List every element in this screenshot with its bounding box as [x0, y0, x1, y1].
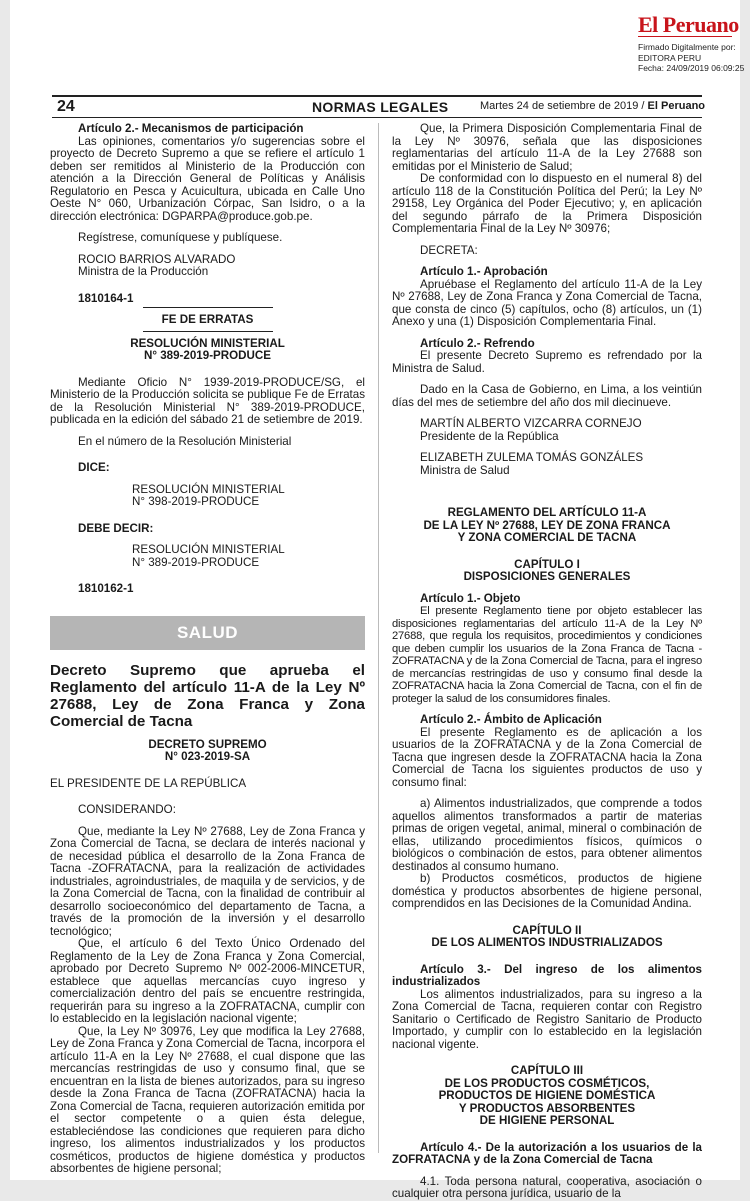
paragraph: El presente Reglamento tiene por objeto establecer las disposiciones reglamentarias del artículo 11-A de la Ley Nº 27688, que regula los requisitos, procedimientos y condiciones que deben cumplir los usuarios de la Zona Franca de Tacna - ZOFRATACNA y de la Zona Comercial de Tacna, para el ingreso de mercancías restringidas de uso y consumo final desde la ZOFRATACNA hacia la Zona Comercial de Tacna, con el fin de proteger la salud de los consumidores finales.	[392, 605, 702, 705]
chapter-heading: Y PRODUCTOS ABSORBENTES	[458, 1101, 636, 1115]
column-divider	[378, 123, 379, 1153]
left-column	[50, 123, 365, 1176]
resolution-number: N° 389-2019-PRODUCE	[143, 349, 272, 362]
signer-role: Presidente de la República	[420, 429, 559, 443]
logo-underline	[638, 36, 732, 40]
paragraph: CONSIDERANDO:	[78, 803, 176, 816]
article-heading: Artículo 2.- Refrendo	[420, 336, 535, 350]
decreta-label: DECRETA:	[420, 243, 478, 257]
digital-signature	[638, 42, 744, 74]
chapter-heading: CAPÍTULO I	[514, 557, 580, 571]
sig-line: EDITORA PERU	[638, 52, 702, 63]
signer-role: Ministra de la Producción	[78, 265, 209, 278]
paragraph: Las opiniones, comentarios y/o sugerencias sobre el proyecto de Decreto Supremo a que se refiere el artículo 1 deben ser remitidos al Ministerio de la Producción con atención a la Dirección General de Políticas y Análisis Regulatorio en Pesca y Acuicultura, ubicada en Calle Uno Oeste N° 060, Urbanización Córpac, San Isidro, o a la dirección electrónica: DGPARPA@produce.gob.pe.	[50, 134, 365, 223]
paragraph: El presente Decreto Supremo es refrendado por la Ministra de Salud.	[392, 349, 702, 375]
paragraph: En el número de la Resolución Ministerial	[78, 434, 292, 448]
regulation-title: DE LA LEY Nº 27688, LEY DE ZONA FRANCA	[423, 518, 671, 532]
dice-label: DICE:	[78, 461, 110, 474]
newspaper-page	[10, 0, 745, 1200]
paragraph: De conformidad con lo dispuesto en el numeral 8) del artículo 118 de la Constitución Política del Perú; la Ley Nº 29158, Ley Orgánica del Poder Ejecutivo; y, en aplicación del segundo párrafo de la Primera Disposición Complementaria Final de la Ley Nº 30976;	[392, 172, 702, 235]
chapter-heading: CAPÍTULO III	[510, 1064, 584, 1077]
list-item: a) Alimentos industrializados, que comprende a todos aquellos alimentos transformados a partir de materias primas de origen vegetal, animal, mineral o combinación de ellas, utilizando procedimientos físicos, químicos o biológicos o combinación de estos, para obtener alimentos destinados al consumo humano.	[392, 797, 702, 873]
decree-title: Decreto Supremo que aprueba el Reglamento del artículo 11-A de la Ley Nº 27688, Ley de Zona Franca y Zona Comercial de Tacna	[50, 661, 365, 730]
chapter-heading: DE HIGIENE PERSONAL	[479, 1114, 615, 1127]
separator-rule	[143, 331, 273, 332]
debe-decir-value: RESOLUCIÓN MINISTERIAL	[132, 543, 285, 556]
chapter-heading: DE LOS PRODUCTOS COSMÉTICOS,	[444, 1076, 650, 1090]
sig-line: Fecha: 24/09/2019 06:09:25	[638, 63, 745, 73]
article-heading: Artículo 3.- Del ingreso de los alimentos industrializados	[392, 962, 702, 988]
separator-rule	[143, 307, 273, 308]
el-peruano-logo: El Peruano	[638, 12, 739, 37]
paragraph: Que, mediante la Ley Nº 27688, Ley de Zona Franca y Zona Comercial de Tacna, se declara de interés nacional y de necesidad pública el desarrollo de la Zona Franca de Tacna -ZOFRATACNA, para la realización de actividades industriales, agroindustriales, de maquila y de servicios, y de la Zona Comercial de Tacna, con la finalidad de contribuir al desarrollo socioeconómico del departamento de Tacna, a través de la promoción de la inversión y el desarrollo tecnológico;	[50, 824, 365, 938]
article-heading: Artículo 4.- De la autorización a los usuarios de la ZOFRATACNA y de la Zona Comercial de Tacna	[392, 1140, 702, 1166]
decree-number: N° 023-2019-SA	[164, 750, 251, 763]
section-band-salud: SALUD	[50, 616, 365, 650]
article-heading: Artículo 1.- Aprobación	[420, 265, 548, 278]
chapter-heading: CAPÍTULO II	[512, 923, 582, 937]
header-date: Martes 24 de setiembre de 2019 / El Peruano	[480, 100, 706, 112]
header-rule-bottom	[52, 117, 702, 118]
chapter-heading: DE LOS ALIMENTOS INDUSTRIALIZADOS	[431, 936, 663, 949]
paragraph: EL PRESIDENTE DE LA REPÚBLICA	[50, 776, 247, 790]
regulation-title: REGLAMENTO DEL ARTÍCULO 11-A	[447, 506, 647, 519]
notice-code: 1810164-1	[78, 291, 134, 305]
right-column	[392, 123, 702, 1201]
decree-label: DECRETO SUPREMO	[148, 737, 267, 751]
signer-name: MARTÍN ALBERTO VIZCARRA CORNEJO	[420, 417, 642, 430]
debe-decir-label: DEBE DECIR:	[78, 521, 154, 535]
header-paper: El Peruano	[647, 100, 706, 112]
paragraph: Que, la Primera Disposición Complementaria Final de la Ley Nº 30976, señala que las disposiciones reglamentarias del artículo 11-A de la Ley 27688 son emitidas por el Ministerio de Salud;	[392, 122, 702, 173]
chapter-heading: DISPOSICIONES GENERALES	[463, 570, 631, 583]
paragraph: Apruébase el Reglamento del artículo 11-A de la Ley Nº 27688, Ley de Zona Franca y Zona Comercial de Tacna, que consta de cinco (5) capítulos, ocho (8) artículos, un (1) Anexo y una (1) Disposición Complementaria Final.	[392, 277, 702, 328]
paragraph: El presente Reglamento es de aplicación a los usuarios de la ZOFRATACNA y de la Zona Comercial de Tacna que ingresen desde la ZOFRATACNA hacia la Zona Comercial de Tacna los siguientes productos de uso y consumo final:	[392, 725, 702, 789]
resolution-title: RESOLUCIÓN MINISTERIAL	[130, 336, 285, 350]
paragraph: Dado en la Casa de Gobierno, en Lima, a los veintiún días del mes de setiembre del año dos mil diecinueve.	[392, 383, 702, 409]
chapter-heading: PRODUCTOS DE HIGIENE DOMÉSTICA	[438, 1089, 656, 1102]
paragraph: Los alimentos industrializados, para su ingreso a la Zona Comercial de Tacna, requieren contar con Registro Sanitario o Certificado de Registro Sanitario de Producto Importado, y cumplir con lo establecido en la legislación nacional vigente.	[392, 987, 702, 1051]
dice-value: RESOLUCIÓN MINISTERIAL	[132, 482, 285, 496]
paragraph: Que, el artículo 6 del Texto Único Ordenado del Reglamento de la Ley de Zona Franca y Zona Comercial, aprobado por Decreto Supremo Nº 002-2006-MINCETUR, establece que aquellas mercancías cuyo ingreso y comercialización dentro del país se encuentre restringida, requerirán para su ingreso a la ZOFRATACNA, cumplir con lo establecido en la legislación nacional vigente;	[50, 937, 365, 1025]
debe-decir-value: N° 389-2019-PRODUCE	[132, 555, 260, 569]
paragraph: Que, la Ley Nº 30976, Ley que modifica la Ley 27688, Ley de Zona Franca y Zona Comercial de Tacna, incorpora el artículo 11-A en la Ley Nº 27688, el cual dispone que las mercancías restringidas de uso y consumo final, que se encuentran en la lista de bienes autorizados, para su ingreso desde la Zona Franca de Tacna (ZOFRATACNA) hacia la Zona Comercial de Tacna, requieren autorización emitida por el sector competente o a quien ésta delegue, estableciéndose las condiciones que requieren para dicho ingreso, los alimentos industrializados y los productos cosméticos, productos de higiene doméstica y productos absorbentes de higiene personal;	[50, 1024, 365, 1175]
article-heading: Artículo 2.- Ámbito de Aplicación	[420, 713, 602, 726]
regulation-title: Y ZONA COMERCIAL DE TACNA	[457, 531, 637, 544]
signer-role: Ministra de Salud	[420, 463, 510, 477]
page-number: 24	[57, 98, 75, 115]
section-title: NORMAS LEGALES	[312, 99, 449, 115]
article-heading: Artículo 2.- Mecanismos de participación	[78, 122, 304, 135]
notice-code: 1810162-1	[78, 582, 134, 595]
signer-name: ELIZABETH ZULEMA TOMÁS GONZÁLES	[420, 451, 644, 464]
article-heading: Artículo 1.- Objeto	[420, 591, 521, 605]
header-rule-top	[52, 95, 702, 97]
dice-value: N° 398-2019-PRODUCE	[132, 495, 260, 508]
signer-name: ROCIO BARRIOS ALVARADO	[78, 252, 236, 266]
sig-line: Firmado Digitalmente por:	[638, 42, 736, 52]
paragraph: Regístrese, comuníquese y publíquese.	[78, 231, 283, 244]
paragraph: Mediante Oficio N° 1939-2019-PRODUCE/SG, el Ministerio de la Producción solicita se publique Fe de Erratas de la Resolución Ministerial N° 389-2019-PRODUCE, publicada en la edición del sábado 21 de setiembre de 2019.	[50, 375, 365, 426]
list-item: b) Productos cosméticos, productos de higiene doméstica y productos absorbentes de higiene personal, comprendidos en las Decisiones de la Comunidad Andina.	[392, 872, 702, 910]
paragraph: 4.1. Toda persona natural, cooperativa, asociación o cualquier otra persona jurídica, usuario de la	[392, 1174, 702, 1200]
fe-erratas-title: FE DE ERRATAS	[161, 313, 254, 326]
